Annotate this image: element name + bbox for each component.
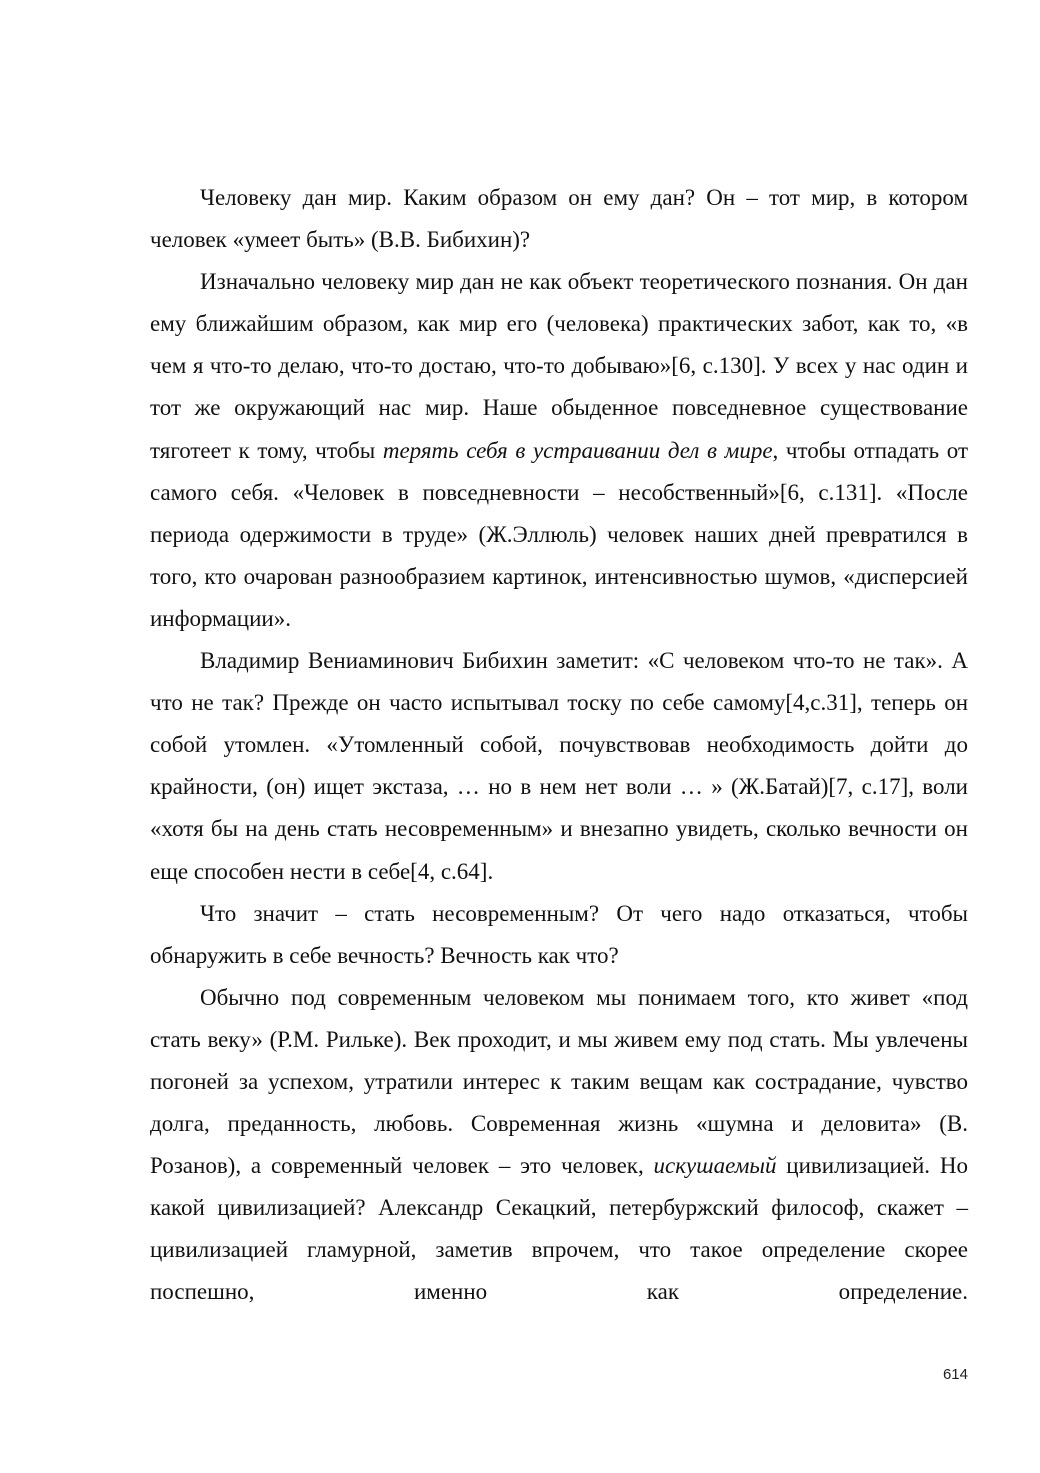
paragraph-3-run-1: Владимир Вениаминович Бибихин заметит: «С человеком что-то не так». А что не так? Прежде он часто испытывал тоску по себе самому[4,с.31], теперь он собой утомлен. «Утомленный собой, почувствовав необходимость дойти до крайности, (он) ищет экстаза, … но в нем нет воли … » (Ж.Батай)[7, с.17], воли «хотя бы на день стать несовременным» и внезапно увидеть, сколько вечности он еще способен нести в себе[4, с.64]. <box>150 648 968 884</box>
paragraph-1-run-1: Человеку дан мир. Каким образом он ему дан? Он – тот мир, в котором человек «умеет быть» (В.В. Бибихин)? <box>150 185 968 253</box>
paragraph-2 <box>150 261 968 640</box>
paragraph-5 <box>150 977 968 1314</box>
paragraph-5-run-1: Обычно под современным человеком мы понимаем того, кто живет «под стать веку» (Р.М. Рильке). Век проходит, и мы живем ему под стать. Мы увлечены погоней за успехом, утратили интерес к таким вещам как сострадание, чувство долга, преданность, любовь. Современная жизнь «шумна и деловита» (В. Розанов), а современный человек – это человек, <box>150 984 968 1179</box>
paragraph-5-run-3: цивилизацией. Но какой цивилизацией? Александр Секацкий, петербуржский философ, скажет – цивилизацией гламурной, заметив впрочем, что такое определение скорее поспешно, именно как определение. <box>150 1153 968 1305</box>
paragraph-2-italic-run: терять себя в устраивании дел в мире <box>382 437 773 463</box>
paragraph-4-run-1: Что значит – стать несовременным? От чего надо отказаться, чтобы обнаружить в себе вечность? Вечность как что? <box>150 900 968 968</box>
paragraph-1 <box>150 177 968 261</box>
paragraph-5-italic-run: искушаемый <box>653 1153 777 1179</box>
paragraph-4 <box>150 893 968 977</box>
text-body <box>150 177 968 1314</box>
paragraph-3 <box>150 640 968 893</box>
page-number: 614 <box>942 1366 968 1383</box>
paragraph-2-run-1: Изначально человеку мир дан не как объект теоретического познания. Он дан ему ближайшим образом, как мир его (человека) практических забот, как то, «в чем я что-то делаю, что-то достаю, что-то добываю»[6, с.130]. У всех у нас один и тот же окружающий нас мир. Наше обыденное повседневное существование тяготеет к тому, чтобы <box>150 269 968 463</box>
paragraph-2-run-3: , чтобы отпадать от самого себя. «Человек в повседневности – несобственный»[6, с.131]. «После периода одержимости в труде» (Ж.Эллюль) человек наших дней превратился в того, кто очарован разнообразием картинок, интенсивностью шумов, «дисперсией информации». <box>150 437 968 631</box>
